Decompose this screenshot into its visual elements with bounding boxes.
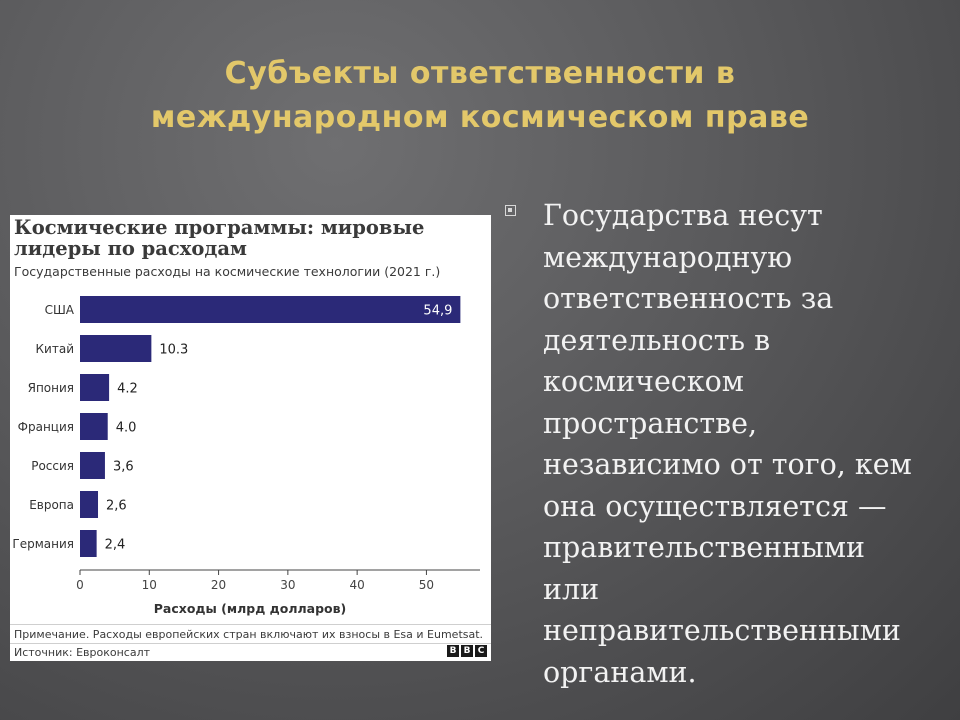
chart-note: Примечание. Расходы европейских стран включают их взносы в Esa и Eumetsat.	[10, 624, 491, 643]
bullet-line: независимо от того, кем	[543, 448, 912, 481]
slide-title-line-2: международном космическом праве	[150, 100, 810, 135]
x-tick-label: 0	[76, 578, 84, 592]
bar	[80, 374, 109, 401]
bullet-line: ответственность за	[543, 282, 834, 315]
value-label: 3,6	[112, 459, 134, 475]
chart-subtitle: Государственные расходы на космические технологии (2021 г.)	[14, 264, 441, 279]
category-label: Япония	[27, 381, 74, 395]
value-label: 2,6	[106, 498, 127, 514]
chart-card	[10, 215, 491, 661]
category-label: Европа	[29, 498, 74, 512]
category-label: Китай	[35, 342, 74, 356]
bullet-text	[543, 195, 943, 693]
bullet-line: космическом	[543, 365, 744, 398]
bar-chart	[10, 215, 491, 624]
bullet-line: международную	[543, 240, 793, 274]
chart-source: Источник: Евроконсалт	[10, 643, 491, 661]
value-label: 54,9	[423, 303, 453, 319]
x-axis-title: Расходы (млрд долларов)	[153, 601, 347, 616]
bbc-logo-letter: B	[461, 645, 473, 657]
chart-title-line-1: Космические программы: мировые	[14, 216, 425, 239]
bullet-line: пространстве,	[543, 406, 758, 440]
x-tick-label: 10	[141, 578, 157, 592]
x-tick-label: 40	[349, 578, 365, 592]
bar	[80, 491, 98, 518]
bullet-line: правительственными	[543, 531, 866, 564]
category-label: США	[44, 303, 74, 317]
bar	[80, 413, 108, 440]
square-bullet-icon	[505, 205, 516, 216]
category-label: Россия	[31, 459, 74, 473]
bar	[80, 530, 97, 557]
x-tick-label: 30	[280, 578, 296, 592]
bullet-line: неправительственными	[543, 614, 901, 647]
slide-title-line-1: Субъекты ответственности в	[224, 56, 736, 91]
bar	[80, 296, 460, 323]
bullet-line: она осуществляется —	[543, 489, 887, 523]
x-tick-label: 20	[210, 578, 227, 592]
bullet-line: Государства несут	[543, 199, 823, 232]
bar	[80, 452, 105, 479]
value-label: 2,4	[104, 537, 126, 553]
value-label: 4.2	[117, 381, 138, 397]
bullet-line: или	[543, 572, 600, 606]
value-label: 4.0	[115, 420, 137, 436]
bbc-logo-letter: B	[447, 645, 459, 657]
bullet-line: органами.	[543, 655, 697, 689]
bullet-line: деятельность в	[543, 323, 771, 357]
value-label: 10.3	[159, 342, 189, 358]
x-tick-label: 50	[418, 578, 435, 592]
category-label: Франция	[17, 420, 74, 434]
category-label: Германия	[12, 537, 74, 551]
chart-title-line-2: лидеры по расходам	[14, 237, 248, 260]
bbc-logo-letter: C	[475, 645, 487, 657]
bar	[80, 335, 151, 362]
bbc-logo	[447, 645, 487, 657]
slide-title	[60, 52, 900, 140]
